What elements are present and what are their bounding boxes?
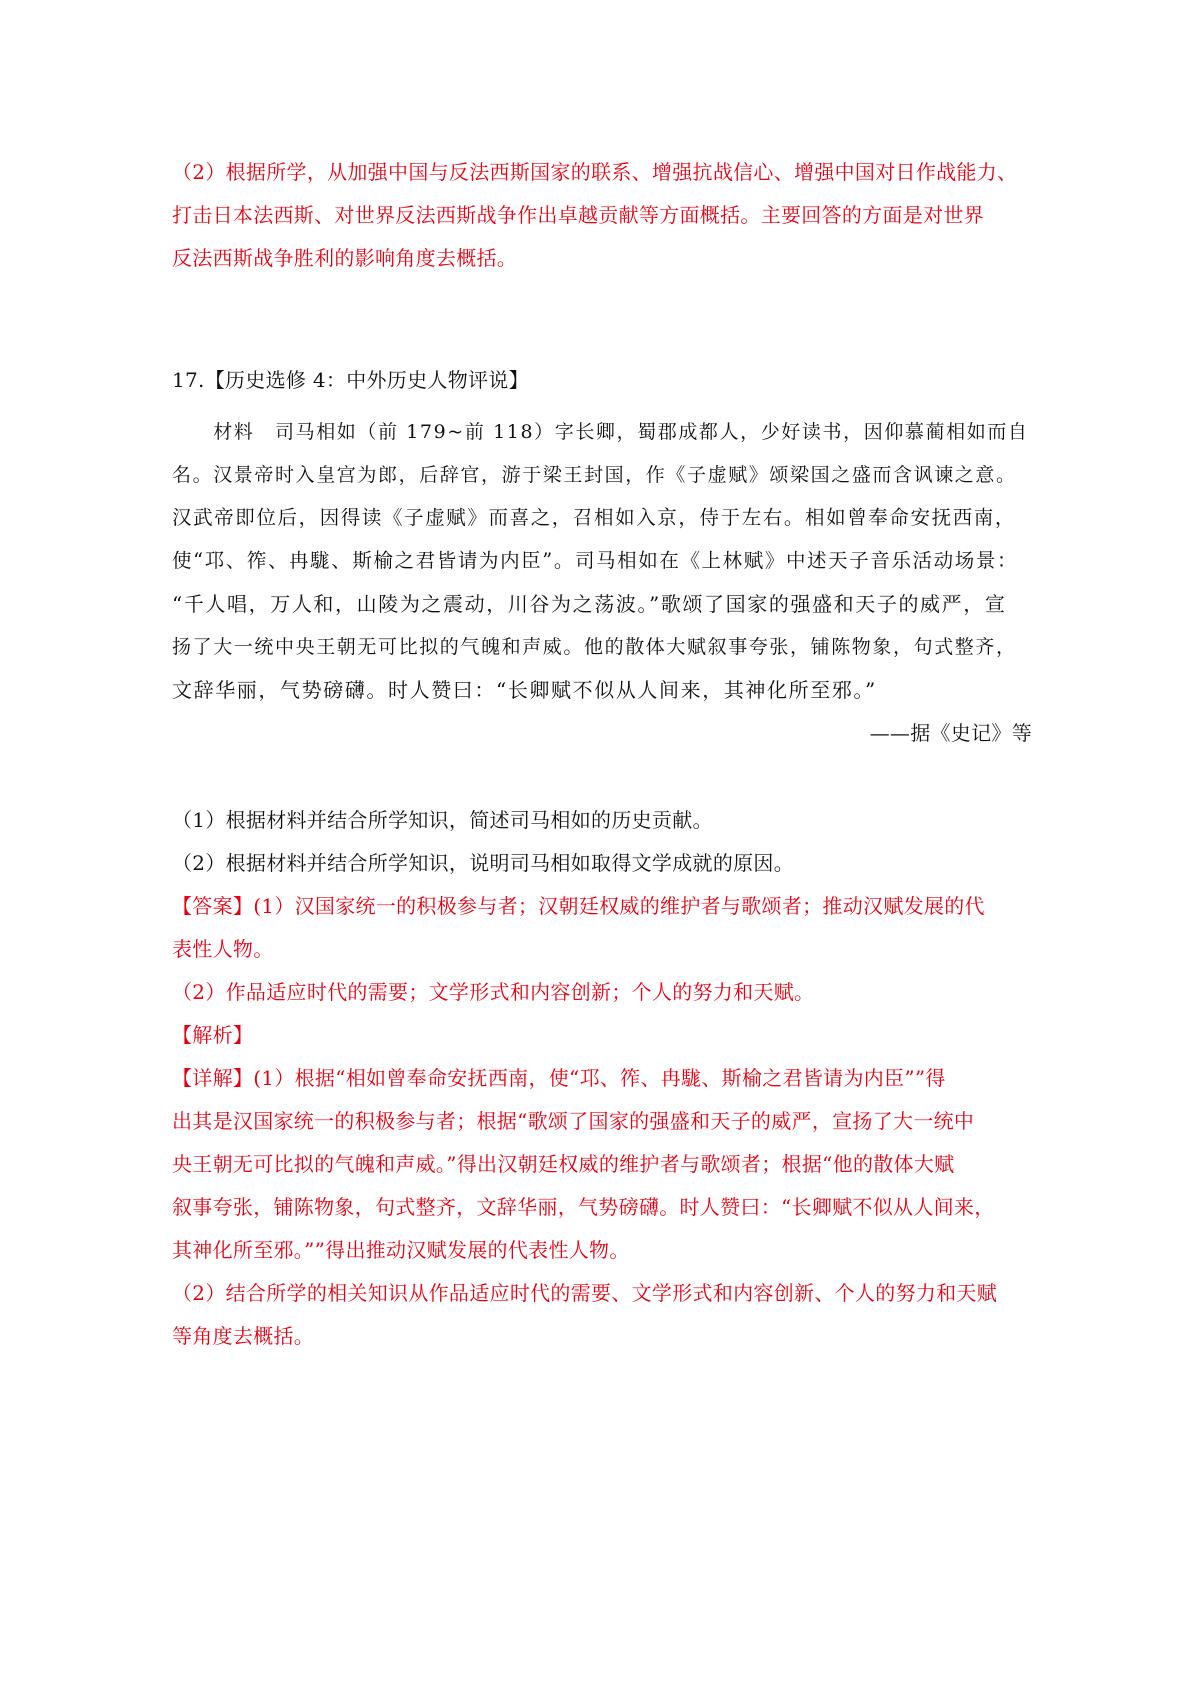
question-title: 17.【历史选修 4：中外历史人物评说】 (172, 368, 529, 392)
prev-answer-line: 打击日本法西斯、对世界反法西斯战争作出卓越贡献等方面概括。主要回答的方面是对世界 (172, 203, 984, 227)
answer-line: 【答案】(1）汉国家统一的积极参与者；汉朝廷权威的维护者与歌颂者；推动汉赋发展的代 (172, 894, 985, 918)
analysis-line: 等角度去概括。 (172, 1324, 315, 1348)
answer-line: 表性人物。 (172, 937, 274, 961)
prev-answer-line: 反法西斯战争胜利的影响角度去概括。 (172, 246, 518, 270)
sub-question-1: （1）根据材料并结合所学知识，简述司马相如的历史贡献。 (172, 808, 713, 832)
material-line: 文辞华丽，气势磅礴。时人赞曰：“长卿赋不似从人间来，其神化所至邪。” (172, 678, 877, 702)
sub-question-2: （2）根据材料并结合所学知识，说明司马相如取得文学成就的原因。 (172, 851, 795, 875)
analysis-line: 【详解】(1）根据“相如曾奉命安抚西南，使“邛、筰、冉駹、斯榆之君皆请为内臣””得 (172, 1066, 946, 1090)
material-line: 名。汉景帝时入皇宫为郎，后辞官，游于梁王封国，作《子虚赋》颂梁国之盛而含讽谏之意。 (172, 464, 1017, 486)
analysis-line: 央王朝无可比拟的气魄和声威。”得出汉朝廷权威的维护者与歌颂者；根据“他的散体大赋 (172, 1152, 955, 1176)
answer-line: （2）作品适应时代的需要；文学形式和内容创新；个人的努力和天赋。 (172, 980, 815, 1004)
material-source: ——据《史记》等 (869, 721, 1032, 745)
analysis-heading: 【解析】 (172, 1023, 254, 1047)
analysis-line: （2）结合所学的相关知识从作品适应时代的需要、文学形式和内容创新、个人的努力和天赋 (172, 1281, 998, 1305)
material-line: 材料 司马相如（前 179~前 118）字长卿，蜀郡成都人，少好读书，因仰慕蔺相如而自 (172, 421, 1029, 443)
material-line: 扬了大一统中央王朝无可比拟的气魄和声威。他的散体大赋叙事夸张，铺陈物象，句式整齐， (172, 636, 1017, 658)
analysis-line: 其神化所至邪。””得出推动汉赋发展的代表性人物。 (172, 1238, 630, 1262)
analysis-line: 出其是汉国家统一的积极参与者；根据“歌颂了国家的强盛和天子的威严，宣扬了大一统中 (172, 1109, 975, 1133)
material-line: 使“邛、筰、冉駹、斯榆之君皆请为内臣”。司马相如在《上林赋》中述天子音乐活动场景： (172, 549, 1019, 572)
analysis-line: 叙事夸张，铺陈物象，句式整齐，文辞华丽，气势磅礴。时人赞曰：“长卿赋不似从人间来， (172, 1195, 995, 1219)
prev-answer-line: （2）根据所学，从加强中国与反法西斯国家的联系、增强抗战信心、增强中国对日作战能力、 (172, 160, 1018, 184)
material-line: “千人唱，万人和，山陵为之震动，川谷为之荡波。”歌颂了国家的强盛和天子的威严，宣 (172, 592, 1007, 616)
material-line: 汉武帝即位后，因得读《子虚赋》而喜之，召相如入京，侍于左右。相如曾奉命安抚西南， (172, 506, 1017, 529)
